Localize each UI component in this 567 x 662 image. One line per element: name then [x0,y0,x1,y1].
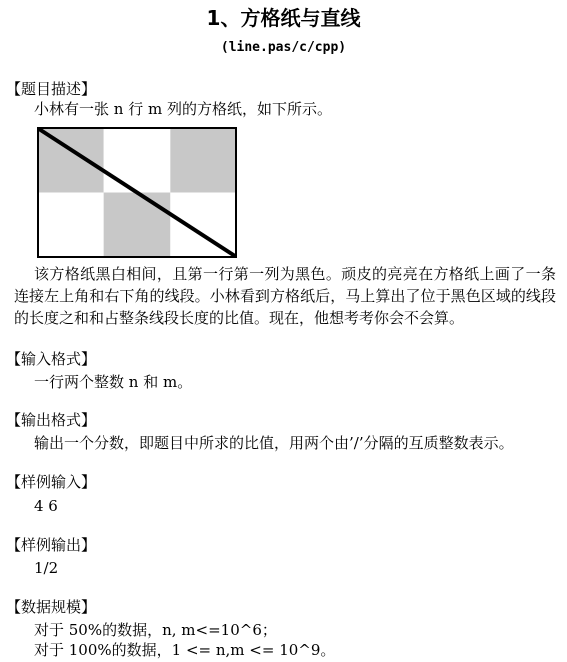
description-body: 该方格纸黑白相间，且第一行第一列为黑色。顽皮的亮亮在方格纸上画了一条连接左上角和右下角的线段。小林看到方格纸后，马上算出了位于黑色区域的线段的长度之和和占整条线段长度的比值。现在，他想考考你会不会算。 [14,265,556,327]
sample-input-text: 4 6 [34,497,58,515]
data-range-heading: 【数据规模】 [6,598,97,616]
grid-cell-light [104,127,171,193]
data-range-line-1: 对于 50%的数据，n, m<=10^6； [34,621,277,639]
grid-cell-dark [170,127,237,193]
grid-cell-dark [104,193,171,259]
description-intro: 小林有一张 n 行 m 列的方格纸，如下所示。 [34,100,332,118]
grid-cell-dark [37,127,104,193]
input-format-heading: 【输入格式】 [6,350,97,368]
output-format-text: 输出一个分数，即题目中所求的比值，用两个由’/’分隔的互质整数表示。 [34,434,514,452]
data-range-line-2: 对于 100%的数据，1 <= n,m <= 10^9。 [34,641,336,659]
input-format-text: 一行两个整数 n 和 m。 [34,373,193,391]
grid-cell-light [170,193,237,259]
problem-title: 1、方格纸与直线 [206,6,361,30]
sample-input-heading: 【样例输入】 [6,473,97,491]
sample-output-text: 1/2 [34,559,59,577]
grid-figure [37,127,237,258]
sample-output-heading: 【样例输出】 [6,536,97,554]
grid-cell-light [37,193,104,259]
file-names: (line.pas/c/cpp) [220,40,347,55]
output-format-heading: 【输出格式】 [6,411,97,429]
description-heading: 【题目描述】 [6,80,97,98]
